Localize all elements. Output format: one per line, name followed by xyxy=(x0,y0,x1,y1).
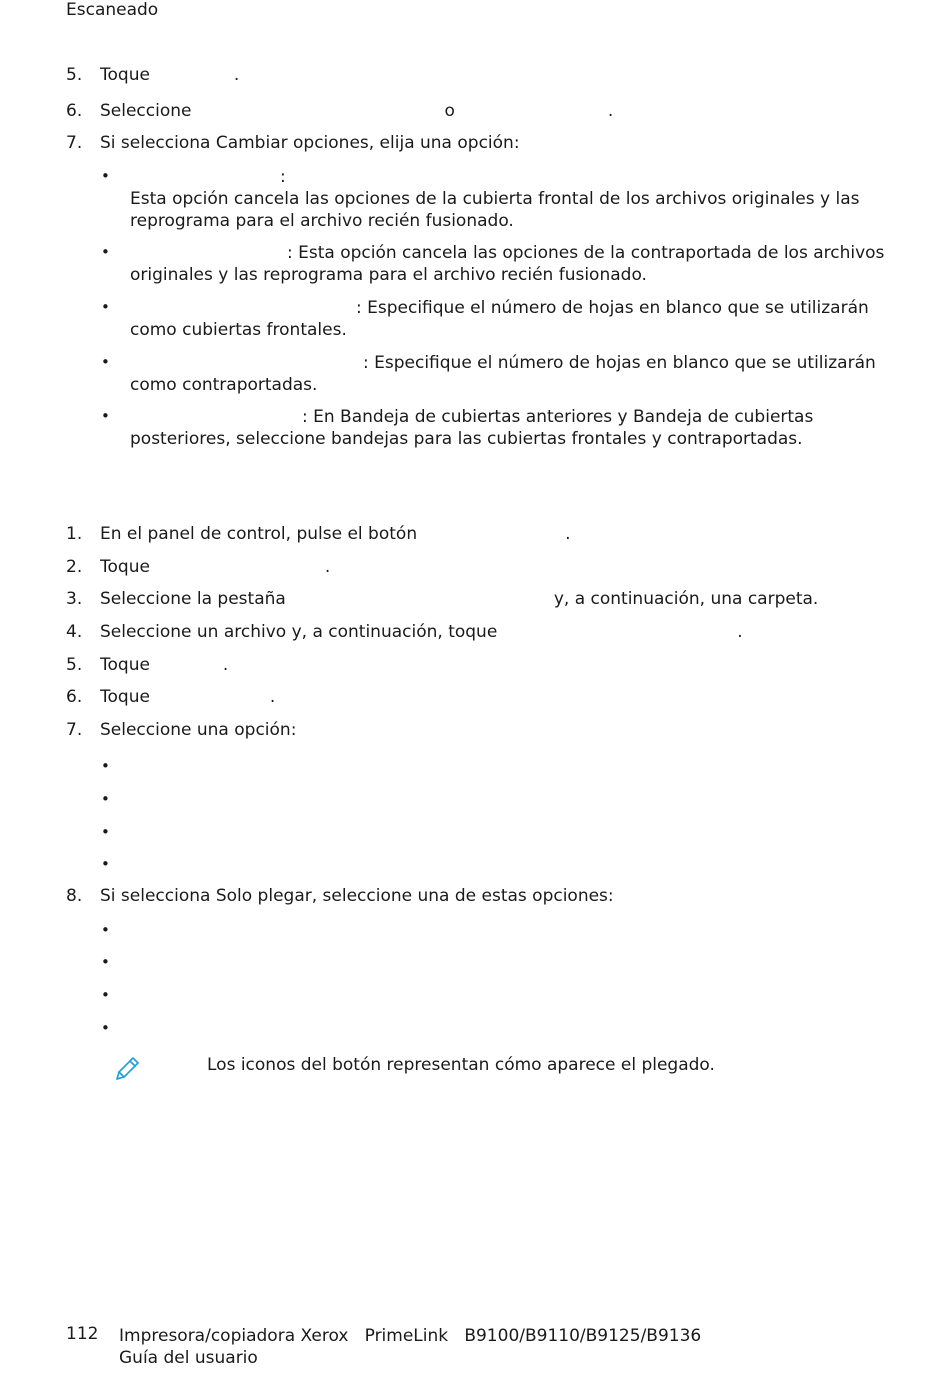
step-label: Seleccione la pestaña xyxy=(100,589,286,609)
step-number: 3. xyxy=(66,589,83,609)
bullet: • xyxy=(101,1019,110,1037)
bullet-text: : Especifique el número de hojas en blanco que se utilizarán como contraportadas. xyxy=(130,353,876,395)
step-text xyxy=(100,687,275,707)
step-text xyxy=(100,589,818,609)
step-label: Toque xyxy=(100,557,150,577)
step-number: 2. xyxy=(66,557,83,577)
step-number: 6. xyxy=(66,687,83,707)
pencil-note-icon xyxy=(112,1054,142,1084)
bullet-text xyxy=(130,166,890,232)
page-number: 112 xyxy=(66,1324,99,1344)
step-label: Toque xyxy=(100,65,150,85)
bullet: • xyxy=(101,298,110,316)
step-end: . xyxy=(324,557,331,577)
bullet: • xyxy=(101,243,110,261)
bullet: • xyxy=(101,921,110,939)
step-text xyxy=(100,622,743,642)
step-text xyxy=(100,655,228,675)
step-text: Seleccione una opción: xyxy=(100,720,297,740)
bullet-sep: : xyxy=(280,167,286,187)
step-label: Toque xyxy=(100,687,150,707)
bullet: • xyxy=(101,986,110,1004)
footer-product: Impresora/copiadora Xerox PrimeLink B9100/B9110/B9125/B9136 xyxy=(119,1326,702,1346)
footer-guide: Guía del usuario xyxy=(119,1348,258,1368)
step-end: y, a continuación, una carpeta. xyxy=(553,589,819,609)
step-label: Toque xyxy=(100,655,150,675)
step-end: . xyxy=(269,687,276,707)
bullet: • xyxy=(101,790,110,808)
bullet-text: : Especifique el número de hojas en blanco que se utilizarán como cubiertas frontales. xyxy=(130,298,869,340)
bullet: • xyxy=(101,953,110,971)
step-number: 5. xyxy=(66,65,83,85)
step-end: . xyxy=(222,655,229,675)
running-header: Escaneado xyxy=(66,0,159,20)
step-number: 5. xyxy=(66,655,83,675)
step-text xyxy=(100,65,239,85)
bullet: • xyxy=(101,855,110,873)
step-text xyxy=(100,557,330,577)
bullet: • xyxy=(101,823,110,841)
step-mid: o xyxy=(444,101,455,121)
step-number: 4. xyxy=(66,622,83,642)
bullet: • xyxy=(101,167,110,185)
step-end: . xyxy=(233,65,240,85)
bullet: • xyxy=(101,757,110,775)
step-number: 8. xyxy=(66,886,83,906)
step-end: . xyxy=(607,101,614,121)
step-number: 6. xyxy=(66,101,83,121)
bullet-text: : En Bandeja de cubiertas anteriores y Bandeja de cubiertas posteriores, seleccione bandejas para las cubiertas frontales y contraportadas. xyxy=(130,407,814,449)
step-label: Seleccione un archivo y, a continuación, toque xyxy=(100,622,498,642)
step-text: Si selecciona Cambiar opciones, elija una opción: xyxy=(100,133,520,153)
bullet: • xyxy=(101,407,110,425)
step-number: 7. xyxy=(66,720,83,740)
step-text xyxy=(100,524,571,544)
step-label: En el panel de control, pulse el botón xyxy=(100,524,418,544)
note-text: Los iconos del botón representan cómo aparece el plegado. xyxy=(207,1055,715,1075)
bullet-body: Esta opción cancela las opciones de la cubierta frontal de los archivos originales y las reprograma para el archivo recién fusionado. xyxy=(130,189,860,231)
bullet-text: : Esta opción cancela las opciones de la contraportada de los archivos originales y las reprograma para el archivo recién fusionado. xyxy=(130,243,885,285)
step-number: 1. xyxy=(66,524,83,544)
bullet: • xyxy=(101,353,110,371)
step-end: . xyxy=(737,622,743,642)
step-text: Si selecciona Solo plegar, seleccione una de estas opciones: xyxy=(100,886,614,906)
step-label: Seleccione xyxy=(100,101,192,121)
step-number: 7. xyxy=(66,133,83,153)
step-end: . xyxy=(565,524,571,544)
step-text xyxy=(100,101,613,121)
